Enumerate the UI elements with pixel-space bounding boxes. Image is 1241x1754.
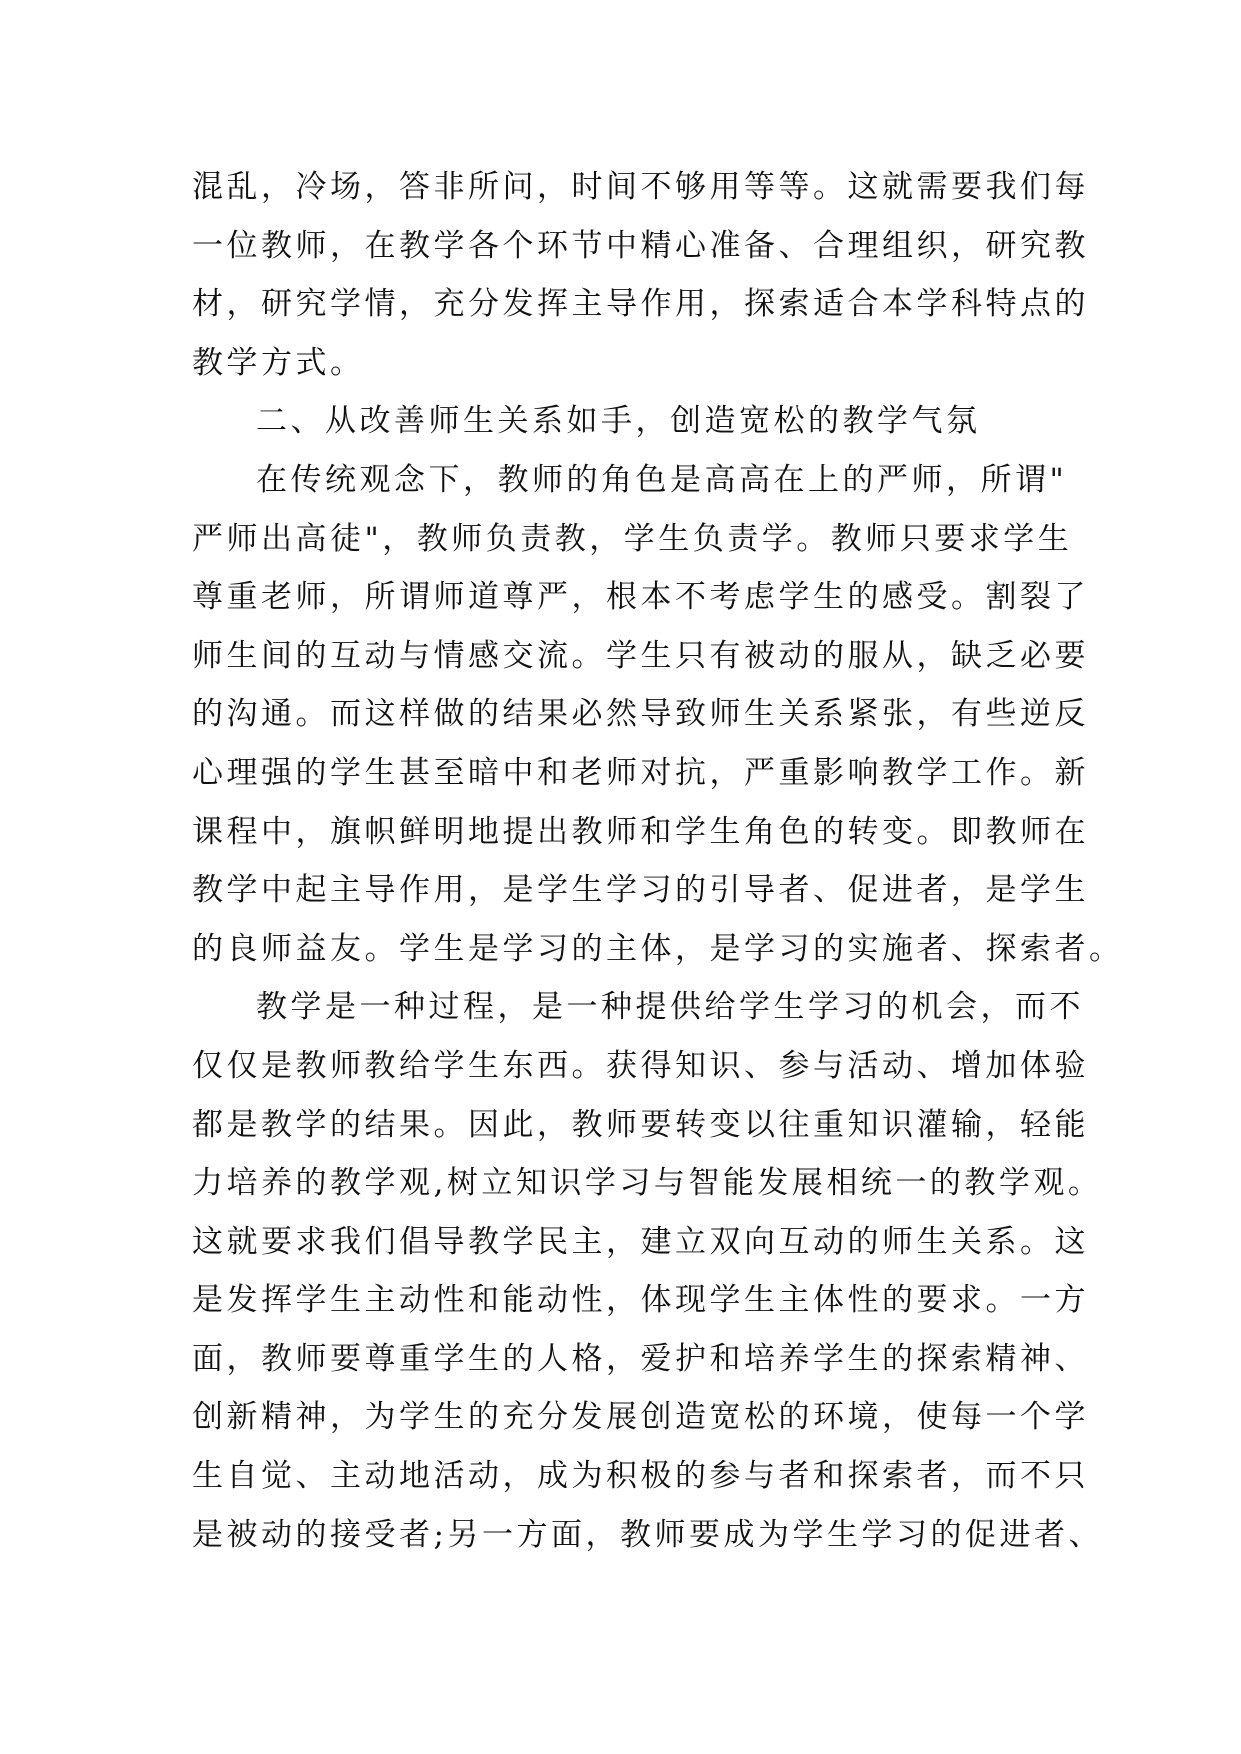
paragraph-first-line: 教学是一种过程，是一种提供给学生学习的机会，而不 [256, 989, 1084, 1026]
section-heading: 二、从改善师生关系如手，创造宽松的教学气氛 [256, 403, 981, 440]
text-line: 仅仅是教师教给学生东西。获得知识、参与活动、增加体验 [192, 1047, 1089, 1084]
text-line: 生自觉、主动地活动，成为积极的参与者和探索者，而不只 [192, 1458, 1089, 1495]
text-line: 教学中起主导作用，是学生学习的引导者、促进者，是学生 [192, 872, 1089, 909]
text-line: 混乱，冷场，答非所问，时间不够用等等。这就需要我们每 [192, 169, 1089, 205]
text-line: 严师出高徒"，教师负责教，学生负责学。教师只要求学生 [192, 520, 1073, 557]
text-line: 力培养的教学观,树立知识学习与智能发展相统一的教学观。 [192, 1165, 1103, 1202]
text-line: 课程中，旗帜鲜明地提出教师和学生角色的转变。即教师在 [192, 813, 1089, 850]
text-line: 都是教学的结果。因此，教师要转变以往重知识灌输，轻能 [192, 1106, 1089, 1143]
paragraph-first-line: 在传统观念下，教师的角色是高高在上的严师，所谓" [256, 461, 1068, 498]
text-line: 是被动的接受者;另一方面，教师要成为学生学习的促进者、 [192, 1516, 1103, 1553]
text-line: 师生间的互动与情感交流。学生只有被动的服从，缺乏必要 [192, 637, 1089, 674]
text-line: 的沟通。而这样做的结果必然导致师生关系紧张，有些逆反 [192, 696, 1089, 733]
text-line: 一位教师，在教学各个环节中精心准备、合理组织，研究教 [192, 227, 1089, 264]
text-line: 的良师益友。学生是学习的主体，是学习的实施者、探索者。 [192, 930, 1124, 967]
text-line: 材，研究学情，充分发挥主导作用，探索适合本学科特点的 [192, 286, 1089, 323]
text-line: 尊重老师，所谓师道尊严，根本不考虑学生的感受。割裂了 [192, 579, 1089, 616]
body-text [192, 158, 1124, 1564]
text-line: 心理强的学生甚至暗中和老师对抗，严重影响教学工作。新 [192, 754, 1089, 791]
text-line: 创新精神，为学生的充分发展创造宽松的环境，使每一个学 [192, 1399, 1089, 1436]
text-line: 这就要求我们倡导教学民主，建立双向互动的师生关系。这 [192, 1223, 1089, 1260]
text-line: 是发挥学生主动性和能动性，体现学生主体性的要求。一方 [192, 1282, 1089, 1319]
text-line: 面，教师要尊重学生的人格，爱护和培养学生的探索精神、 [192, 1340, 1089, 1377]
text-line: 教学方式。 [192, 344, 365, 381]
